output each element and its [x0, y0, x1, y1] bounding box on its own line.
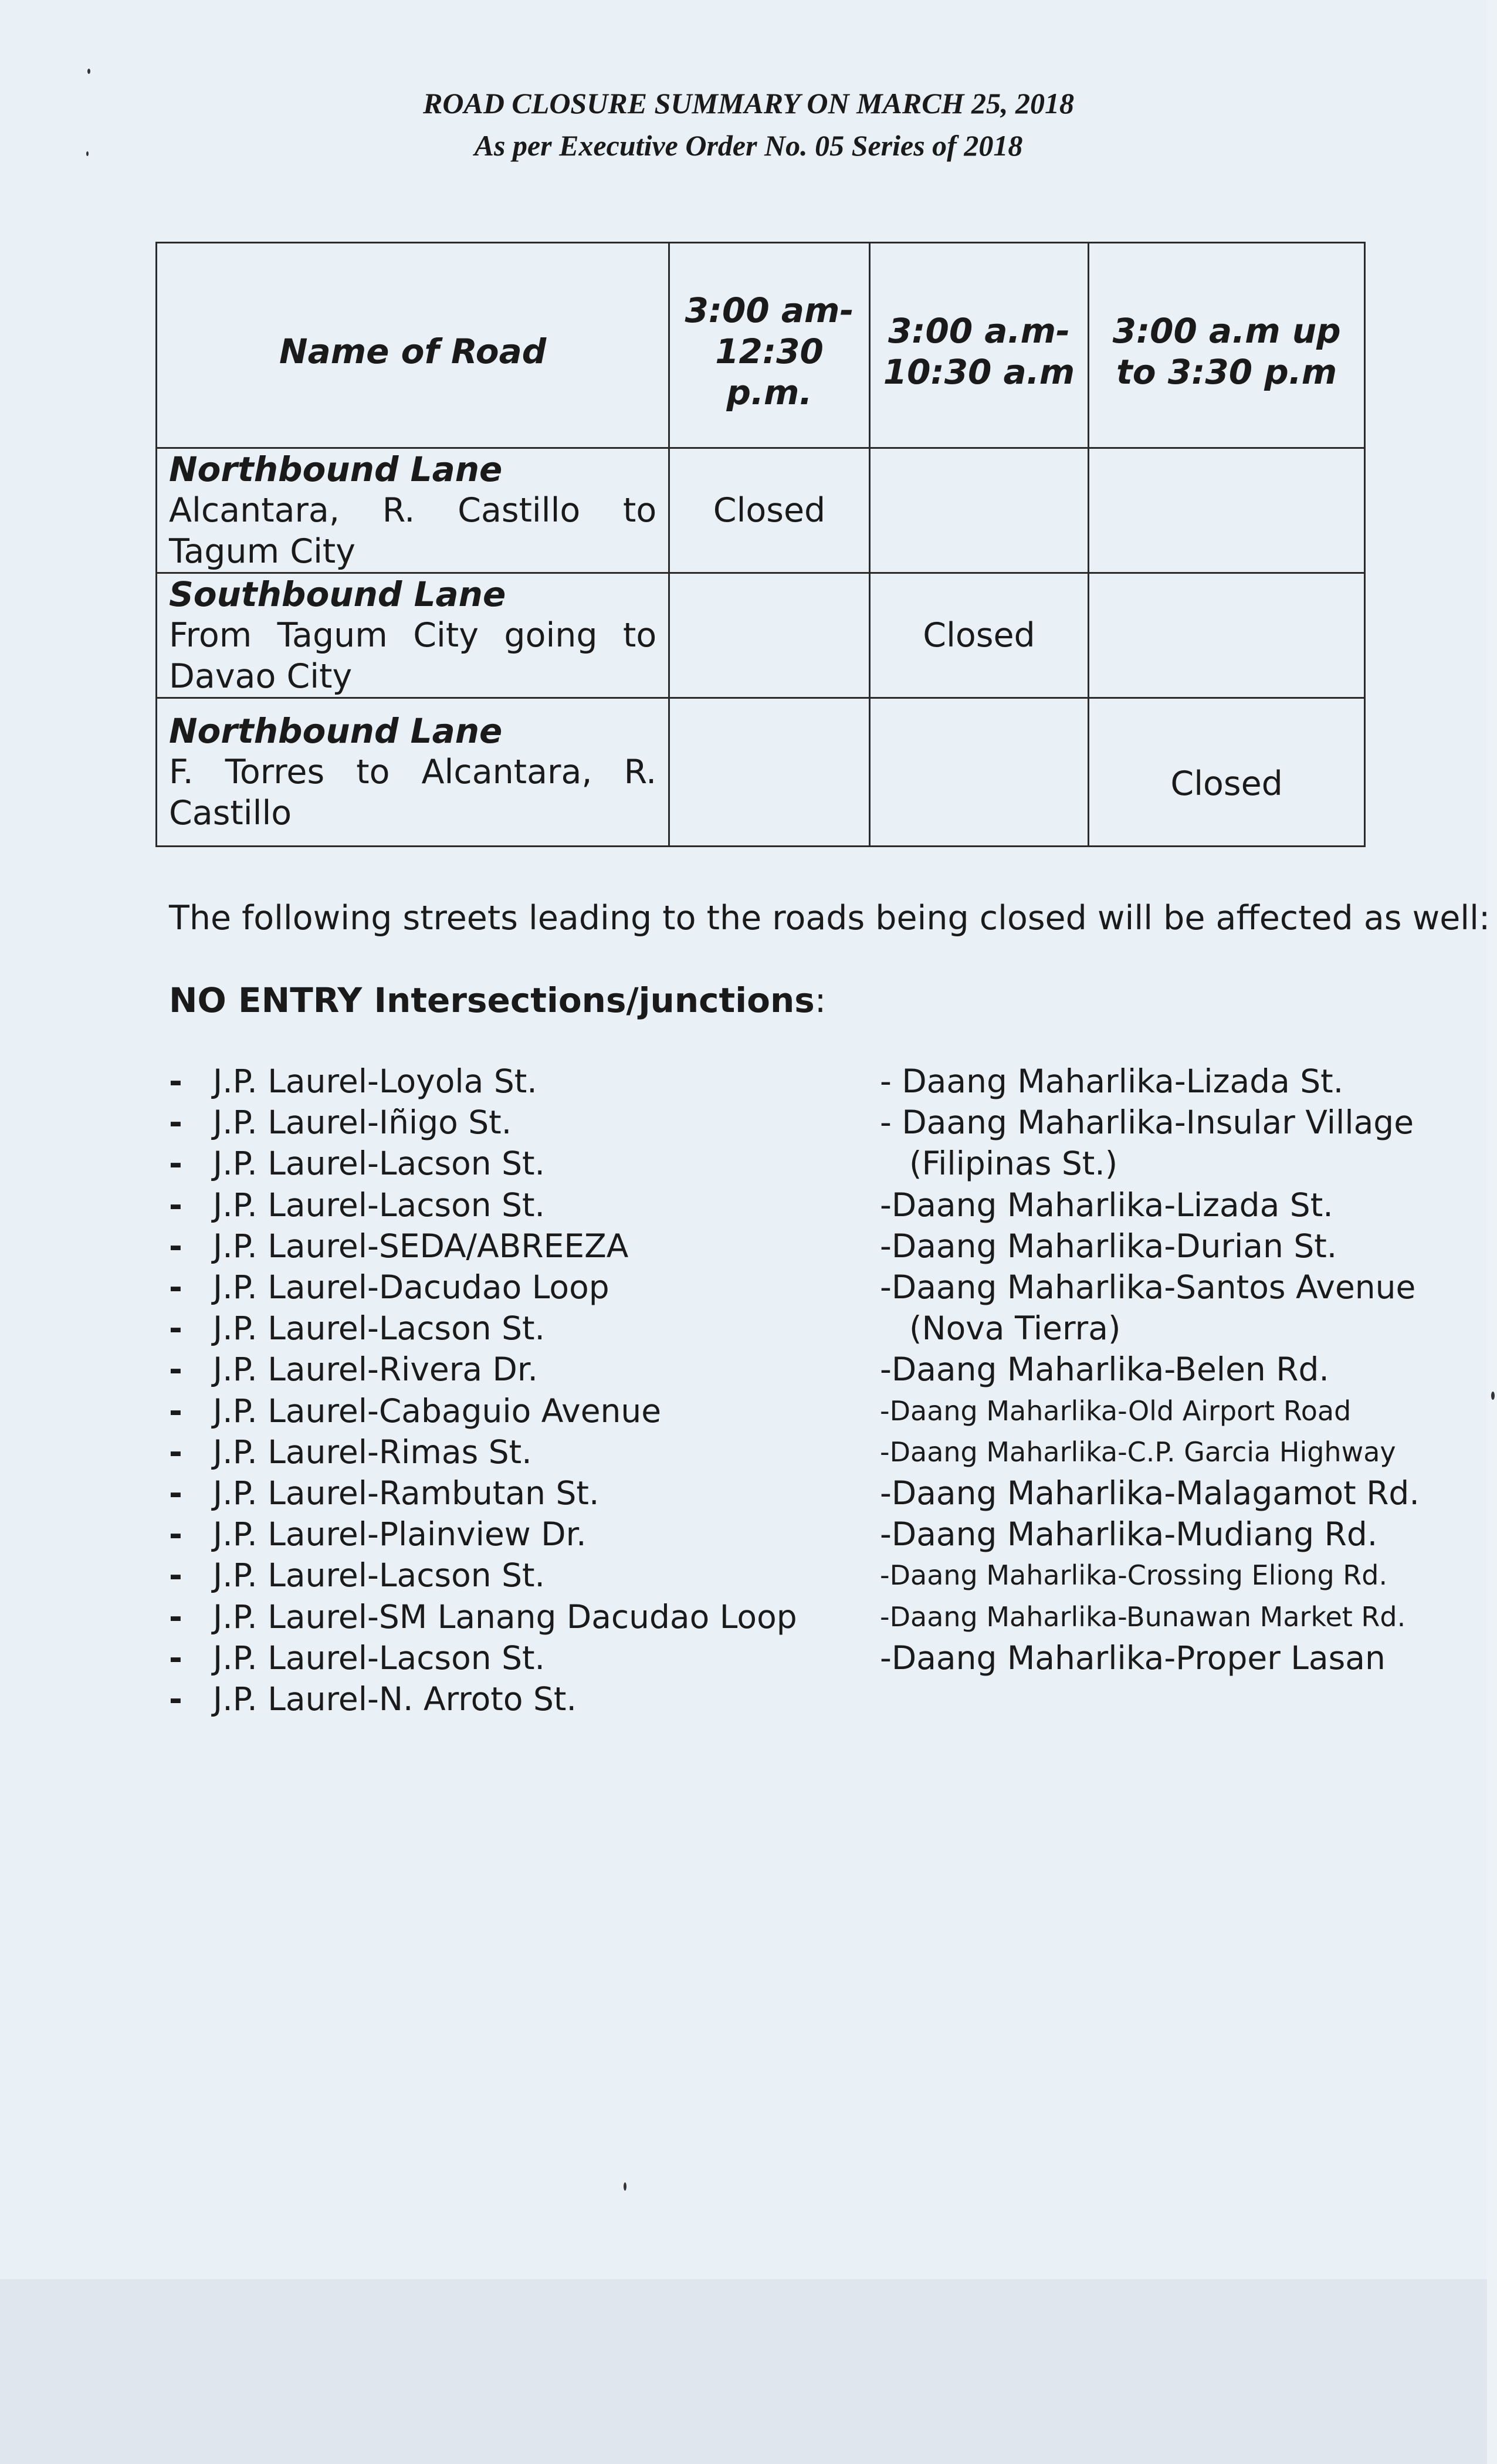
scan-speck [624, 2182, 626, 2191]
intersection-name: - Daang Maharlika-Insular Village [880, 1104, 1414, 1142]
dash-bullet: - [169, 1104, 182, 1142]
road-cell [157, 573, 669, 698]
list-item [880, 1061, 1420, 1102]
dash-bullet: - [169, 1062, 182, 1100]
header-label: Name of Road [279, 331, 547, 371]
list-item [880, 1226, 1420, 1267]
intersection-name: J.P. Laurel-Lacson St. [213, 1186, 546, 1224]
intersection-name: -Daang Maharlika-Bunawan Market Rd. [880, 1600, 1406, 1633]
title-subtitle: As per Executive Order No. 05 Series of 2018 [474, 129, 1023, 162]
intersection-name: J.P. Laurel-Plainview Dr. [213, 1515, 587, 1553]
intersection-name: -Daang Maharlika-Old Airport Road [880, 1395, 1352, 1427]
lane-label: Northbound Lane [169, 711, 503, 751]
header-label: 3:00 a.m- 10:30 a.m [883, 310, 1075, 392]
intersection-name: -Daang Maharlika-Malagamot Rd. [880, 1474, 1420, 1512]
affected-streets-note: The following streets leading to the roads being closed will be affected as well: [169, 899, 1491, 937]
lane-label: Northbound Lane [169, 449, 503, 489]
status-cell [669, 698, 869, 847]
dash-bullet: - [169, 1145, 182, 1183]
dash-bullet: - [169, 1227, 182, 1265]
status-cell: Closed [869, 573, 1089, 698]
list-item [880, 1555, 1420, 1596]
list-item [169, 1431, 797, 1473]
table-header-row [157, 243, 1365, 448]
list-item [169, 1308, 797, 1349]
dash-bullet: - [169, 1556, 182, 1595]
intersection-name: J.P. Laurel-SM Lanang Dacudao Loop [213, 1597, 797, 1636]
intersection-name: -Daang Maharlika-Mudiang Rd. [880, 1515, 1378, 1553]
list-item [169, 1637, 797, 1678]
daang-maharlika-intersections-list [880, 1061, 1420, 1678]
jp-laurel-intersections-list [169, 1061, 797, 1720]
dash-bullet: - [169, 1474, 182, 1512]
dash-bullet: - [169, 1351, 182, 1389]
header-time-1 [669, 243, 869, 448]
intersection-name-continued: (Filipinas St.) [909, 1145, 1118, 1183]
list-item [169, 1267, 797, 1308]
list-item [169, 1102, 797, 1143]
status-cell [669, 573, 869, 698]
dash-bullet: - [169, 1186, 182, 1224]
scan-right-edge [1487, 0, 1497, 2464]
header-label: 3:00 a.m up to 3:30 p.m [1112, 310, 1341, 392]
document-title [0, 82, 1497, 167]
list-item [880, 1390, 1420, 1431]
intersection-name-continued: (Nova Tierra) [909, 1309, 1121, 1348]
intersection-name: -Daang Maharlika-Crossing Eliong Rd. [880, 1559, 1388, 1592]
list-item [880, 1637, 1420, 1678]
status-cell [1089, 448, 1365, 573]
intersection-name: J.P. Laurel-Rimas St. [213, 1433, 532, 1471]
dash-bullet: - [169, 1515, 182, 1553]
intersection-name: -Daang Maharlika-C.P. Garcia Highway [880, 1436, 1396, 1468]
intersection-name: J.P. Laurel-Rambutan St. [213, 1474, 600, 1512]
scan-bottom-band [0, 2279, 1497, 2464]
list-item [880, 1267, 1420, 1349]
list-item [169, 1596, 797, 1637]
intersection-name: J.P. Laurel-Rivera Dr. [213, 1351, 538, 1389]
dash-bullet: - [169, 1433, 182, 1471]
status-cell: Closed [669, 448, 869, 573]
list-item [880, 1514, 1420, 1555]
dash-bullet: - [169, 1309, 182, 1348]
intersection-name: J.P. Laurel-SEDA/ABREEZA [213, 1227, 629, 1265]
intersection-name: -Daang Maharlika-Proper Lasan [880, 1639, 1386, 1677]
intersection-name: J.P. Laurel-Lacson St. [213, 1639, 546, 1677]
route-text: F. Torres to Alcantara, R. Castillo [169, 753, 657, 832]
intersection-name: J.P. Laurel-Loyola St. [213, 1062, 537, 1100]
road-cell [157, 698, 669, 847]
list-item [880, 1473, 1420, 1514]
header-time-2 [869, 243, 1089, 448]
list-item [169, 1143, 797, 1184]
dash-bullet: - [169, 1639, 182, 1677]
lane-label: Southbound Lane [169, 574, 506, 614]
status-cell [1089, 573, 1365, 698]
status-cell [869, 698, 1089, 847]
header-label: 3:00 am- 12:30 p.m. [685, 290, 854, 412]
route-text: From Tagum City going to Davao City [169, 616, 657, 696]
intersection-name: J.P. Laurel-Lacson St. [213, 1145, 546, 1183]
list-item [880, 1596, 1420, 1637]
intersection-name: J.P. Laurel-N. Arroto St. [213, 1680, 577, 1718]
list-item [169, 1390, 797, 1431]
table-row [157, 573, 1365, 698]
list-item [880, 1184, 1420, 1226]
status-cell: Closed [1089, 698, 1365, 847]
table-row [157, 448, 1365, 573]
scan-speck [86, 151, 89, 156]
route-text: Alcantara, R. Castillo to Tagum City [169, 491, 657, 571]
dash-bullet: - [169, 1597, 182, 1636]
status-cell [869, 448, 1089, 573]
list-item [169, 1349, 797, 1390]
title-main: ROAD CLOSURE SUMMARY ON MARCH 25, 2018 [423, 87, 1074, 120]
no-entry-heading [169, 977, 826, 1024]
list-item [169, 1514, 797, 1555]
list-item [169, 1061, 797, 1102]
intersection-name: - Daang Maharlika-Lizada St. [880, 1062, 1344, 1100]
list-item [169, 1473, 797, 1514]
intersection-name: J.P. Laurel-Cabaguio Avenue [213, 1392, 662, 1430]
scan-speck [87, 69, 90, 74]
intersection-name: -Daang Maharlika-Santos Avenue [880, 1268, 1416, 1307]
list-item [880, 1431, 1420, 1473]
intersection-name: -Daang Maharlika-Belen Rd. [880, 1351, 1329, 1389]
list-item [169, 1226, 797, 1267]
list-item [169, 1184, 797, 1226]
heading-colon: : [814, 980, 827, 1020]
dash-bullet: - [169, 1680, 182, 1718]
dash-bullet: - [169, 1268, 182, 1307]
intersection-name: J.P. Laurel-Lacson St. [213, 1309, 546, 1348]
intersection-name: J.P. Laurel-Iñigo St. [213, 1104, 512, 1142]
header-time-3 [1089, 243, 1365, 448]
dash-bullet: - [169, 1392, 182, 1430]
list-item [880, 1102, 1420, 1184]
list-item [880, 1349, 1420, 1390]
no-entry-heading-text: NO ENTRY Intersections/junctions [169, 980, 815, 1020]
intersection-name: J.P. Laurel-Lacson St. [213, 1556, 546, 1595]
table-row [157, 698, 1365, 847]
header-name-of-road [157, 243, 669, 448]
road-closure-table [155, 242, 1366, 847]
intersection-name: J.P. Laurel-Dacudao Loop [213, 1268, 609, 1307]
list-item [169, 1678, 797, 1720]
road-cell [157, 448, 669, 573]
intersection-name: -Daang Maharlika-Lizada St. [880, 1186, 1333, 1224]
list-item [169, 1555, 797, 1596]
scan-speck [1491, 1392, 1495, 1400]
intersection-name: -Daang Maharlika-Durian St. [880, 1227, 1337, 1265]
